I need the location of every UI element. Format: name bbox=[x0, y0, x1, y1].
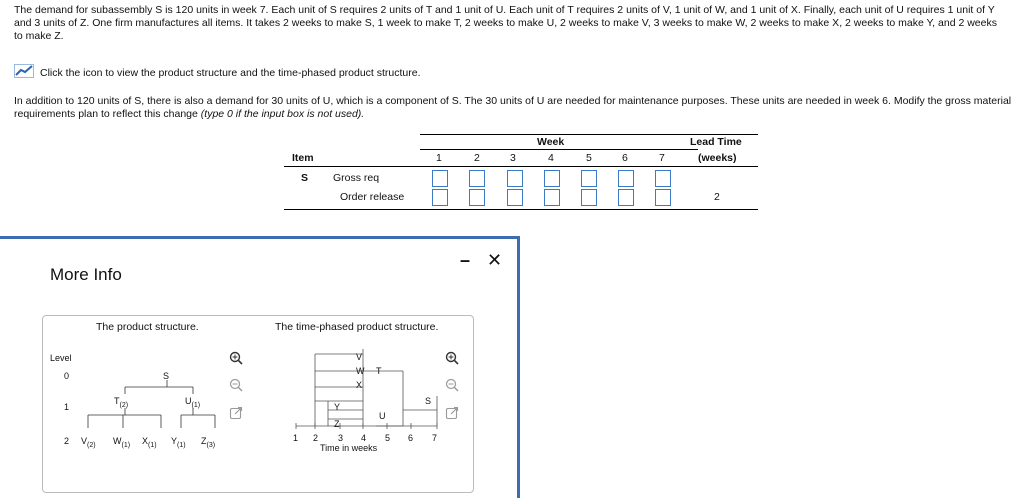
tick-1: 1 bbox=[293, 433, 299, 443]
product-structure-tree-lines bbox=[43, 316, 243, 492]
figure-panel bbox=[42, 315, 474, 493]
tp-label-v: V bbox=[356, 352, 363, 362]
node-w bbox=[113, 436, 130, 449]
tick-3: 3 bbox=[338, 433, 344, 443]
node-v-qty: (2) bbox=[87, 441, 96, 449]
tp-label-t: T bbox=[376, 366, 382, 376]
level-0: 0 bbox=[64, 371, 70, 381]
node-z-letter: Z bbox=[201, 436, 207, 446]
tp-label-y: Y bbox=[334, 402, 341, 412]
order-release-input-wk6[interactable] bbox=[618, 189, 634, 206]
lead-time-value: 2 bbox=[714, 191, 720, 203]
tick-4: 4 bbox=[361, 433, 367, 443]
close-button[interactable]: ✕ bbox=[487, 250, 503, 270]
header-rule bbox=[284, 166, 758, 167]
table-top-rule bbox=[420, 134, 758, 135]
lead-time-subheader: (weeks) bbox=[698, 152, 737, 164]
node-w-qty: (1) bbox=[121, 441, 131, 449]
tick-2: 2 bbox=[313, 433, 319, 443]
node-z-qty: (3) bbox=[206, 441, 216, 449]
week-col-6: 6 bbox=[622, 152, 628, 164]
gross-req-input-wk4[interactable] bbox=[544, 170, 560, 187]
order-release-input-wk3[interactable] bbox=[507, 189, 523, 206]
item-s: S bbox=[301, 172, 309, 184]
level-1: 1 bbox=[64, 402, 70, 412]
order-release-input-wk5[interactable] bbox=[581, 189, 597, 206]
node-z bbox=[201, 436, 215, 449]
gross-req-input-wk1[interactable] bbox=[432, 170, 448, 187]
node-t bbox=[114, 396, 128, 409]
zoom-in-icon[interactable] bbox=[445, 351, 459, 365]
week-header: Week bbox=[537, 136, 565, 148]
problem-paragraph-1: The demand for subassembly S is 120 units in week 7. Each unit of S requires 2 units of T and 1 unit of U. Each unit of T requires 2 units of V, 1 unit of W, and 1 unit of X. Finally, each unit of U requires 1 unit of Y and 3 units of Z. One firm manufactures all items. It takes 2 weeks to make S, 1 week to make T, 2 weeks to make U, 2 weeks to make V, 3 weeks to make W, 2 weeks to make X, 2 weeks to make Y, and 2 weeks to make Z. bbox=[14, 4, 997, 42]
mrp-table bbox=[284, 132, 759, 212]
lead-time-header: Lead Time bbox=[690, 136, 742, 148]
gross-req-label: Gross req bbox=[333, 172, 380, 184]
gross-req-input-wk3[interactable] bbox=[507, 170, 523, 187]
week-col-7: 7 bbox=[659, 152, 665, 164]
node-y-letter: Y bbox=[171, 436, 178, 446]
node-x-letter: X bbox=[142, 436, 149, 446]
zoom-in-icon[interactable] bbox=[229, 351, 243, 365]
zoom-out-icon[interactable] bbox=[229, 378, 243, 392]
tick-5: 5 bbox=[385, 433, 391, 443]
node-t-letter: T bbox=[114, 396, 120, 406]
open-external-icon[interactable] bbox=[445, 406, 459, 420]
tick-7: 7 bbox=[432, 433, 438, 443]
order-release-input-wk2[interactable] bbox=[469, 189, 485, 206]
node-v-letter: V bbox=[81, 436, 88, 446]
info-link-text: Click the icon to view the product structure and the time-phased product structure. bbox=[40, 66, 421, 79]
paragraph-2-text: In addition to 120 units of S, there is also a demand for 30 units of U, which is a component of S. The 30 units of U are needed for maintenance purposes. These units are needed in week 6. Modify the gross material requirements plan to reflect this change bbox=[14, 95, 1012, 120]
order-release-input-wk1[interactable] bbox=[432, 189, 448, 206]
node-v bbox=[81, 436, 96, 449]
paragraph-2-hint: (type 0 if the input box is not used). bbox=[200, 108, 365, 120]
minimize-button[interactable]: – bbox=[460, 250, 471, 270]
level-2: 2 bbox=[64, 436, 70, 446]
table-bottom-rule bbox=[284, 209, 758, 210]
modal-title: More Info bbox=[50, 265, 122, 284]
gross-req-input-wk7[interactable] bbox=[655, 170, 671, 187]
timeline-xlabel: Time in weeks bbox=[320, 443, 378, 453]
more-info-modal bbox=[0, 236, 520, 498]
week-header-rule bbox=[420, 149, 698, 150]
chart-icon[interactable] bbox=[14, 64, 34, 81]
node-y bbox=[171, 436, 186, 449]
order-release-input-wk7[interactable] bbox=[655, 189, 671, 206]
node-u bbox=[185, 396, 200, 409]
tick-6: 6 bbox=[408, 433, 414, 443]
gross-req-input-wk2[interactable] bbox=[469, 170, 485, 187]
problem-paragraph-2 bbox=[14, 95, 1014, 121]
tp-label-w: W bbox=[356, 366, 365, 376]
node-t-qty: (2) bbox=[119, 401, 129, 409]
gross-req-input-wk5[interactable] bbox=[581, 170, 597, 187]
week-col-5: 5 bbox=[586, 152, 592, 164]
node-u-qty: (1) bbox=[191, 401, 201, 409]
node-y-qty: (1) bbox=[177, 441, 186, 449]
product-structure-caption: The product structure. bbox=[96, 321, 199, 333]
order-release-input-wk4[interactable] bbox=[544, 189, 560, 206]
tp-label-x: X bbox=[356, 380, 363, 390]
node-x-qty: (1) bbox=[148, 441, 157, 449]
zoom-out-icon[interactable] bbox=[445, 378, 459, 392]
node-u-letter: U bbox=[185, 396, 192, 406]
node-x bbox=[142, 436, 157, 449]
gross-req-input-wk6[interactable] bbox=[618, 170, 634, 187]
tp-label-s: S bbox=[425, 396, 432, 406]
week-col-3: 3 bbox=[510, 152, 516, 164]
open-external-icon[interactable] bbox=[229, 406, 243, 420]
order-release-label: Order release bbox=[340, 191, 405, 203]
time-phased-caption: The time-phased product structure. bbox=[275, 321, 439, 333]
info-link-row[interactable] bbox=[14, 64, 421, 81]
level-label: Level bbox=[50, 353, 72, 363]
tp-label-u: U bbox=[379, 411, 386, 421]
node-w-letter: W bbox=[113, 436, 122, 446]
week-col-2: 2 bbox=[474, 152, 480, 164]
node-s: S bbox=[163, 371, 170, 381]
week-col-4: 4 bbox=[548, 152, 554, 164]
tp-label-z: Z bbox=[334, 419, 340, 429]
item-header: Item bbox=[292, 152, 314, 164]
week-col-1: 1 bbox=[436, 152, 442, 164]
